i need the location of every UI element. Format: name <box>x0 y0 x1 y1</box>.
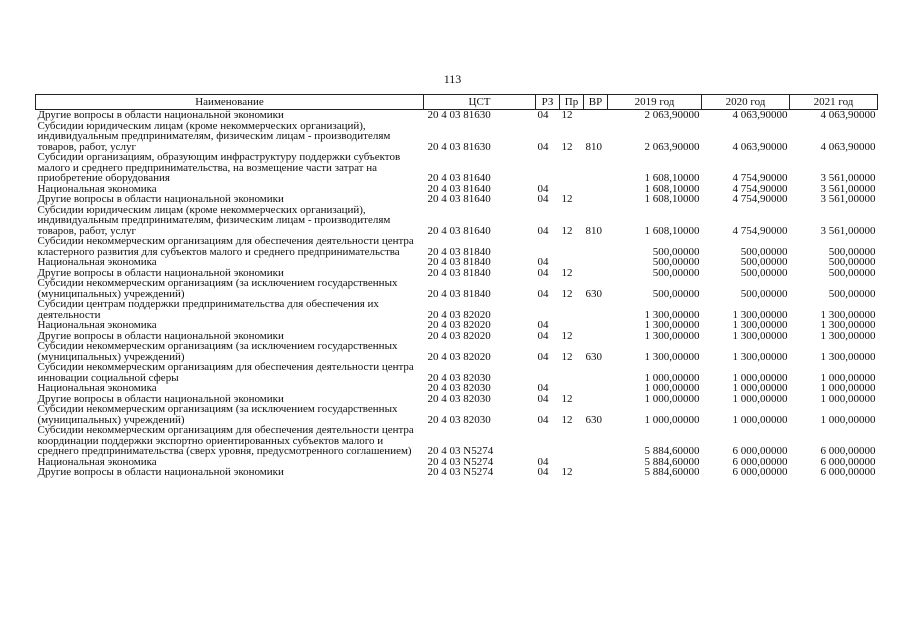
vr-cell <box>584 194 608 205</box>
amount-2019-cell: 1 000,00000 <box>644 371 700 384</box>
rz-cell: 04 <box>537 256 549 268</box>
amount-2021-cell: 500,00000 <box>828 287 876 300</box>
amount-2020-cell: 4 754,90000 <box>732 182 788 195</box>
cst-cell: 20 4 03 81840 <box>427 256 491 268</box>
rz-cell <box>536 362 560 383</box>
amount-2020-cell: 1 300,00000 <box>732 308 788 321</box>
table-row <box>36 205 878 237</box>
vr-cell <box>584 268 608 279</box>
name-cell: Национальная экономика <box>37 319 157 331</box>
table-row <box>36 121 878 153</box>
amount-2019-cell: 1 608,10000 <box>644 224 700 237</box>
rz-cell: 04 <box>537 109 549 121</box>
rz-cell <box>536 236 560 257</box>
vr-cell <box>584 467 608 478</box>
vr-cell: 810 <box>585 224 602 237</box>
name-cell: Субсидии некоммерческим организациям для обеспечения деятельности центра кластерного развития для субъектов малого и среднего предпринимательства <box>37 235 414 258</box>
amount-2021-cell: 500,00000 <box>828 245 876 258</box>
amount-2020-cell: 4 754,90000 <box>732 224 788 237</box>
amount-2020-cell: 1 300,00000 <box>732 329 788 342</box>
name-cell: Субсидии некоммерческим организациям (за исключением государственных (муниципальных) учреждений) <box>37 403 398 426</box>
amount-2021-cell: 500,00000 <box>828 266 876 279</box>
name-cell: Субсидии некоммерческим организациям для обеспечения деятельности центра координации поддержки экспортно ориентированных субъектов малого и среднего предпринимательства (сверх уровня, предусмотренного соглашением) <box>37 424 414 457</box>
table-row <box>36 257 878 268</box>
vr-cell <box>584 331 608 342</box>
table-row <box>36 152 878 184</box>
amount-2019-cell: 1 608,10000 <box>644 182 700 195</box>
cst-cell: 20 4 03 81640 <box>427 172 491 184</box>
pr-cell: 12 <box>561 413 573 426</box>
vr-cell <box>584 110 608 121</box>
name-cell: Национальная экономика <box>37 455 157 468</box>
rz-cell: 04 <box>537 466 549 478</box>
name-cell: Национальная экономика <box>37 182 157 195</box>
cst-cell: 20 4 03 81640 <box>427 224 491 237</box>
table-row <box>36 383 878 394</box>
vr-cell <box>584 394 608 405</box>
header-2020: 2020 год <box>702 95 790 110</box>
vr-cell <box>584 320 608 331</box>
vr-cell <box>584 457 608 468</box>
amount-2021-cell: 6 000,00000 <box>820 445 876 457</box>
amount-2021-cell: 1 300,00000 <box>820 329 876 342</box>
amount-2019-cell: 2 063,90000 <box>644 109 700 121</box>
amount-2020-cell: 1 300,00000 <box>732 350 788 363</box>
amount-2020-cell: 1 300,00000 <box>732 319 788 331</box>
cst-cell: 20 4 03 81840 <box>427 287 491 300</box>
page-number: 113 <box>443 72 462 86</box>
pr-cell <box>560 299 584 320</box>
name-cell: Национальная экономика <box>37 256 157 268</box>
header-2019: 2019 год <box>608 95 702 110</box>
amount-2021-cell: 1 300,00000 <box>820 350 876 363</box>
rz-cell: 04 <box>537 413 549 426</box>
amount-2019-cell: 5 884,60000 <box>644 466 700 478</box>
pr-cell: 12 <box>561 224 573 237</box>
amount-2021-cell: 500,00000 <box>828 256 876 268</box>
amount-2019-cell: 1 300,00000 <box>644 329 700 342</box>
name-cell: Другие вопросы в области национальной экономики <box>37 329 284 342</box>
amount-2020-cell: 4 754,90000 <box>732 172 788 184</box>
amount-2020-cell: 500,00000 <box>740 287 788 300</box>
amount-2021-cell: 3 561,00000 <box>820 182 876 195</box>
rz-cell <box>536 425 560 457</box>
name-cell: Субсидии юридическим лицам (кроме некоммерческих организаций), индивидуальным предпринимателям, физическим лицам - производителям товаров, работ, услуг <box>37 119 391 153</box>
cst-cell: 20 4 03 82030 <box>427 371 491 384</box>
cst-cell: 20 4 03 82020 <box>427 329 491 342</box>
name-cell: Субсидии некоммерческим организациям для обеспечения деятельности центра инновации социальной сферы <box>37 361 414 384</box>
rz-cell: 04 <box>537 193 549 205</box>
pr-cell <box>560 362 584 383</box>
amount-2020-cell: 4 063,90000 <box>732 140 788 153</box>
amount-2019-cell: 500,00000 <box>652 245 700 258</box>
table-row <box>36 236 878 257</box>
name-cell: Другие вопросы в области национальной экономики <box>37 466 284 478</box>
table-row <box>36 110 878 121</box>
header-vr: ВР <box>584 95 608 110</box>
pr-cell <box>560 236 584 257</box>
name-cell: Другие вопросы в области национальной экономики <box>37 266 284 279</box>
amount-2019-cell: 1 000,00000 <box>644 413 700 426</box>
rz-cell: 04 <box>537 329 549 342</box>
rz-cell <box>536 152 560 184</box>
pr-cell: 12 <box>561 329 573 342</box>
amount-2020-cell: 6 000,00000 <box>732 445 788 457</box>
amount-2020-cell: 500,00000 <box>740 245 788 258</box>
name-cell: Другие вопросы в области национальной экономики <box>37 109 284 121</box>
cst-cell: 20 4 03 82020 <box>427 308 491 321</box>
pr-cell: 12 <box>561 466 573 478</box>
pr-cell: 12 <box>561 266 573 279</box>
table-body <box>36 110 878 478</box>
pr-cell <box>560 152 584 184</box>
amount-2020-cell: 1 000,00000 <box>732 371 788 384</box>
amount-2021-cell: 1 000,00000 <box>820 413 876 426</box>
amount-2019-cell: 1 000,00000 <box>644 392 700 405</box>
amount-2019-cell: 1 300,00000 <box>644 308 700 321</box>
vr-cell: 630 <box>585 350 602 363</box>
rz-cell: 04 <box>537 382 549 394</box>
table-row <box>36 341 878 362</box>
table-row <box>36 467 878 478</box>
amount-2019-cell: 1 608,10000 <box>644 172 700 184</box>
vr-cell <box>584 383 608 394</box>
header-cst: ЦСТ <box>424 95 536 110</box>
amount-2019-cell: 5 884,60000 <box>644 445 700 457</box>
amount-2021-cell: 4 063,90000 <box>820 140 876 153</box>
name-cell: Субсидии организациям, образующим инфраструктуру поддержки субъектов малого и среднего предпринимательства, на возмещение части затрат на приобретение оборудования <box>37 151 401 184</box>
amount-2021-cell: 3 561,00000 <box>820 193 876 205</box>
cst-cell: 20 4 03 N5274 <box>427 466 494 478</box>
rz-cell: 04 <box>537 287 549 300</box>
header-name: Наименование <box>36 95 424 110</box>
pr-cell <box>560 425 584 457</box>
table-row <box>36 404 878 425</box>
cst-cell: 20 4 03 81640 <box>427 182 491 195</box>
amount-2019-cell: 1 300,00000 <box>644 350 700 363</box>
amount-2020-cell: 500,00000 <box>740 256 788 268</box>
vr-cell <box>584 152 608 184</box>
name-cell: Другие вопросы в области национальной экономики <box>37 193 284 205</box>
table-row <box>36 362 878 383</box>
amount-2021-cell: 1 000,00000 <box>820 371 876 384</box>
cst-cell: 20 4 03 81630 <box>427 140 491 153</box>
amount-2021-cell: 3 561,00000 <box>820 172 876 184</box>
header-rz: РЗ <box>536 95 560 110</box>
rz-cell: 04 <box>537 266 549 279</box>
header-pr: Пр <box>560 95 584 110</box>
amount-2020-cell: 1 000,00000 <box>732 413 788 426</box>
table-row <box>36 278 878 299</box>
cst-cell: 20 4 03 82030 <box>427 413 491 426</box>
cst-cell: 20 4 03 81630 <box>427 109 491 121</box>
cst-cell: 20 4 03 82020 <box>427 319 491 331</box>
vr-cell <box>584 299 608 320</box>
amount-2020-cell: 6 000,00000 <box>732 466 788 478</box>
pr-cell <box>560 320 584 331</box>
table-header-row <box>36 95 878 110</box>
table-row <box>36 299 878 320</box>
vr-cell <box>584 425 608 457</box>
cst-cell: 20 4 03 N5274 <box>427 455 494 468</box>
name-cell: Субсидии юридическим лицам (кроме некоммерческих организаций), индивидуальным предпринимателям, физическим лицам - производителям товаров, работ, услуг <box>37 203 391 237</box>
name-cell: Другие вопросы в области национальной экономики <box>37 392 284 405</box>
pr-cell <box>560 383 584 394</box>
pr-cell: 12 <box>561 193 573 205</box>
cst-cell: 20 4 03 81840 <box>427 245 491 258</box>
amount-2021-cell: 3 561,00000 <box>820 224 876 237</box>
cst-cell: 20 4 03 82020 <box>427 350 491 363</box>
table-row <box>36 320 878 331</box>
pr-cell: 12 <box>561 287 573 300</box>
amount-2019-cell: 1 300,00000 <box>644 319 700 331</box>
name-cell: Субсидии некоммерческим организациям (за исключением государственных (муниципальных) учреждений) <box>37 340 398 363</box>
pr-cell: 12 <box>561 350 573 363</box>
amount-2019-cell: 1 000,00000 <box>644 382 700 394</box>
rz-cell: 04 <box>537 455 549 468</box>
pr-cell <box>560 257 584 268</box>
amount-2021-cell: 6 000,00000 <box>820 455 876 468</box>
amount-2021-cell: 6 000,00000 <box>820 466 876 478</box>
amount-2020-cell: 1 000,00000 <box>732 382 788 394</box>
table-row <box>36 194 878 205</box>
amount-2020-cell: 4 063,90000 <box>732 109 788 121</box>
amount-2019-cell: 1 608,10000 <box>644 193 700 205</box>
cst-cell: 20 4 03 N5274 <box>427 445 494 457</box>
rz-cell: 04 <box>537 392 549 405</box>
amount-2019-cell: 2 063,90000 <box>644 140 700 153</box>
amount-2020-cell: 500,00000 <box>740 266 788 279</box>
amount-2020-cell: 4 754,90000 <box>732 193 788 205</box>
vr-cell: 630 <box>585 413 602 426</box>
amount-2020-cell: 6 000,00000 <box>732 455 788 468</box>
vr-cell <box>584 184 608 195</box>
amount-2019-cell: 500,00000 <box>652 256 700 268</box>
vr-cell <box>584 236 608 257</box>
amount-2021-cell: 1 300,00000 <box>820 308 876 321</box>
name-cell: Субсидии некоммерческим организациям (за исключением государственных (муниципальных) учреждений) <box>37 277 398 300</box>
amount-2019-cell: 5 884,60000 <box>644 455 700 468</box>
pr-cell: 12 <box>561 109 573 121</box>
vr-cell <box>584 362 608 383</box>
vr-cell: 630 <box>585 287 602 300</box>
rz-cell: 04 <box>537 182 549 195</box>
amount-2021-cell: 1 000,00000 <box>820 382 876 394</box>
rz-cell <box>536 299 560 320</box>
amount-2021-cell: 1 300,00000 <box>820 319 876 331</box>
amount-2020-cell: 1 000,00000 <box>732 392 788 405</box>
name-cell: Субсидии центрам поддержки предпринимательства для обеспечения их деятельности <box>37 298 379 321</box>
pr-cell: 12 <box>561 140 573 153</box>
table-row <box>36 425 878 457</box>
budget-table <box>35 94 878 478</box>
name-cell: Национальная экономика <box>37 382 157 394</box>
amount-2021-cell: 4 063,90000 <box>820 109 876 121</box>
rz-cell: 04 <box>537 140 549 153</box>
cst-cell: 20 4 03 81840 <box>427 266 491 279</box>
pr-cell: 12 <box>561 392 573 405</box>
cst-cell: 20 4 03 82030 <box>427 392 491 405</box>
vr-cell <box>584 257 608 268</box>
vr-cell: 810 <box>585 140 602 153</box>
cst-cell: 20 4 03 81640 <box>427 193 491 205</box>
rz-cell: 04 <box>537 224 549 237</box>
amount-2019-cell: 500,00000 <box>652 266 700 279</box>
rz-cell: 04 <box>537 319 549 331</box>
rz-cell: 04 <box>537 350 549 363</box>
header-2021: 2021 год <box>790 95 878 110</box>
cst-cell: 20 4 03 82030 <box>427 382 491 394</box>
amount-2021-cell: 1 000,00000 <box>820 392 876 405</box>
amount-2019-cell: 500,00000 <box>652 287 700 300</box>
